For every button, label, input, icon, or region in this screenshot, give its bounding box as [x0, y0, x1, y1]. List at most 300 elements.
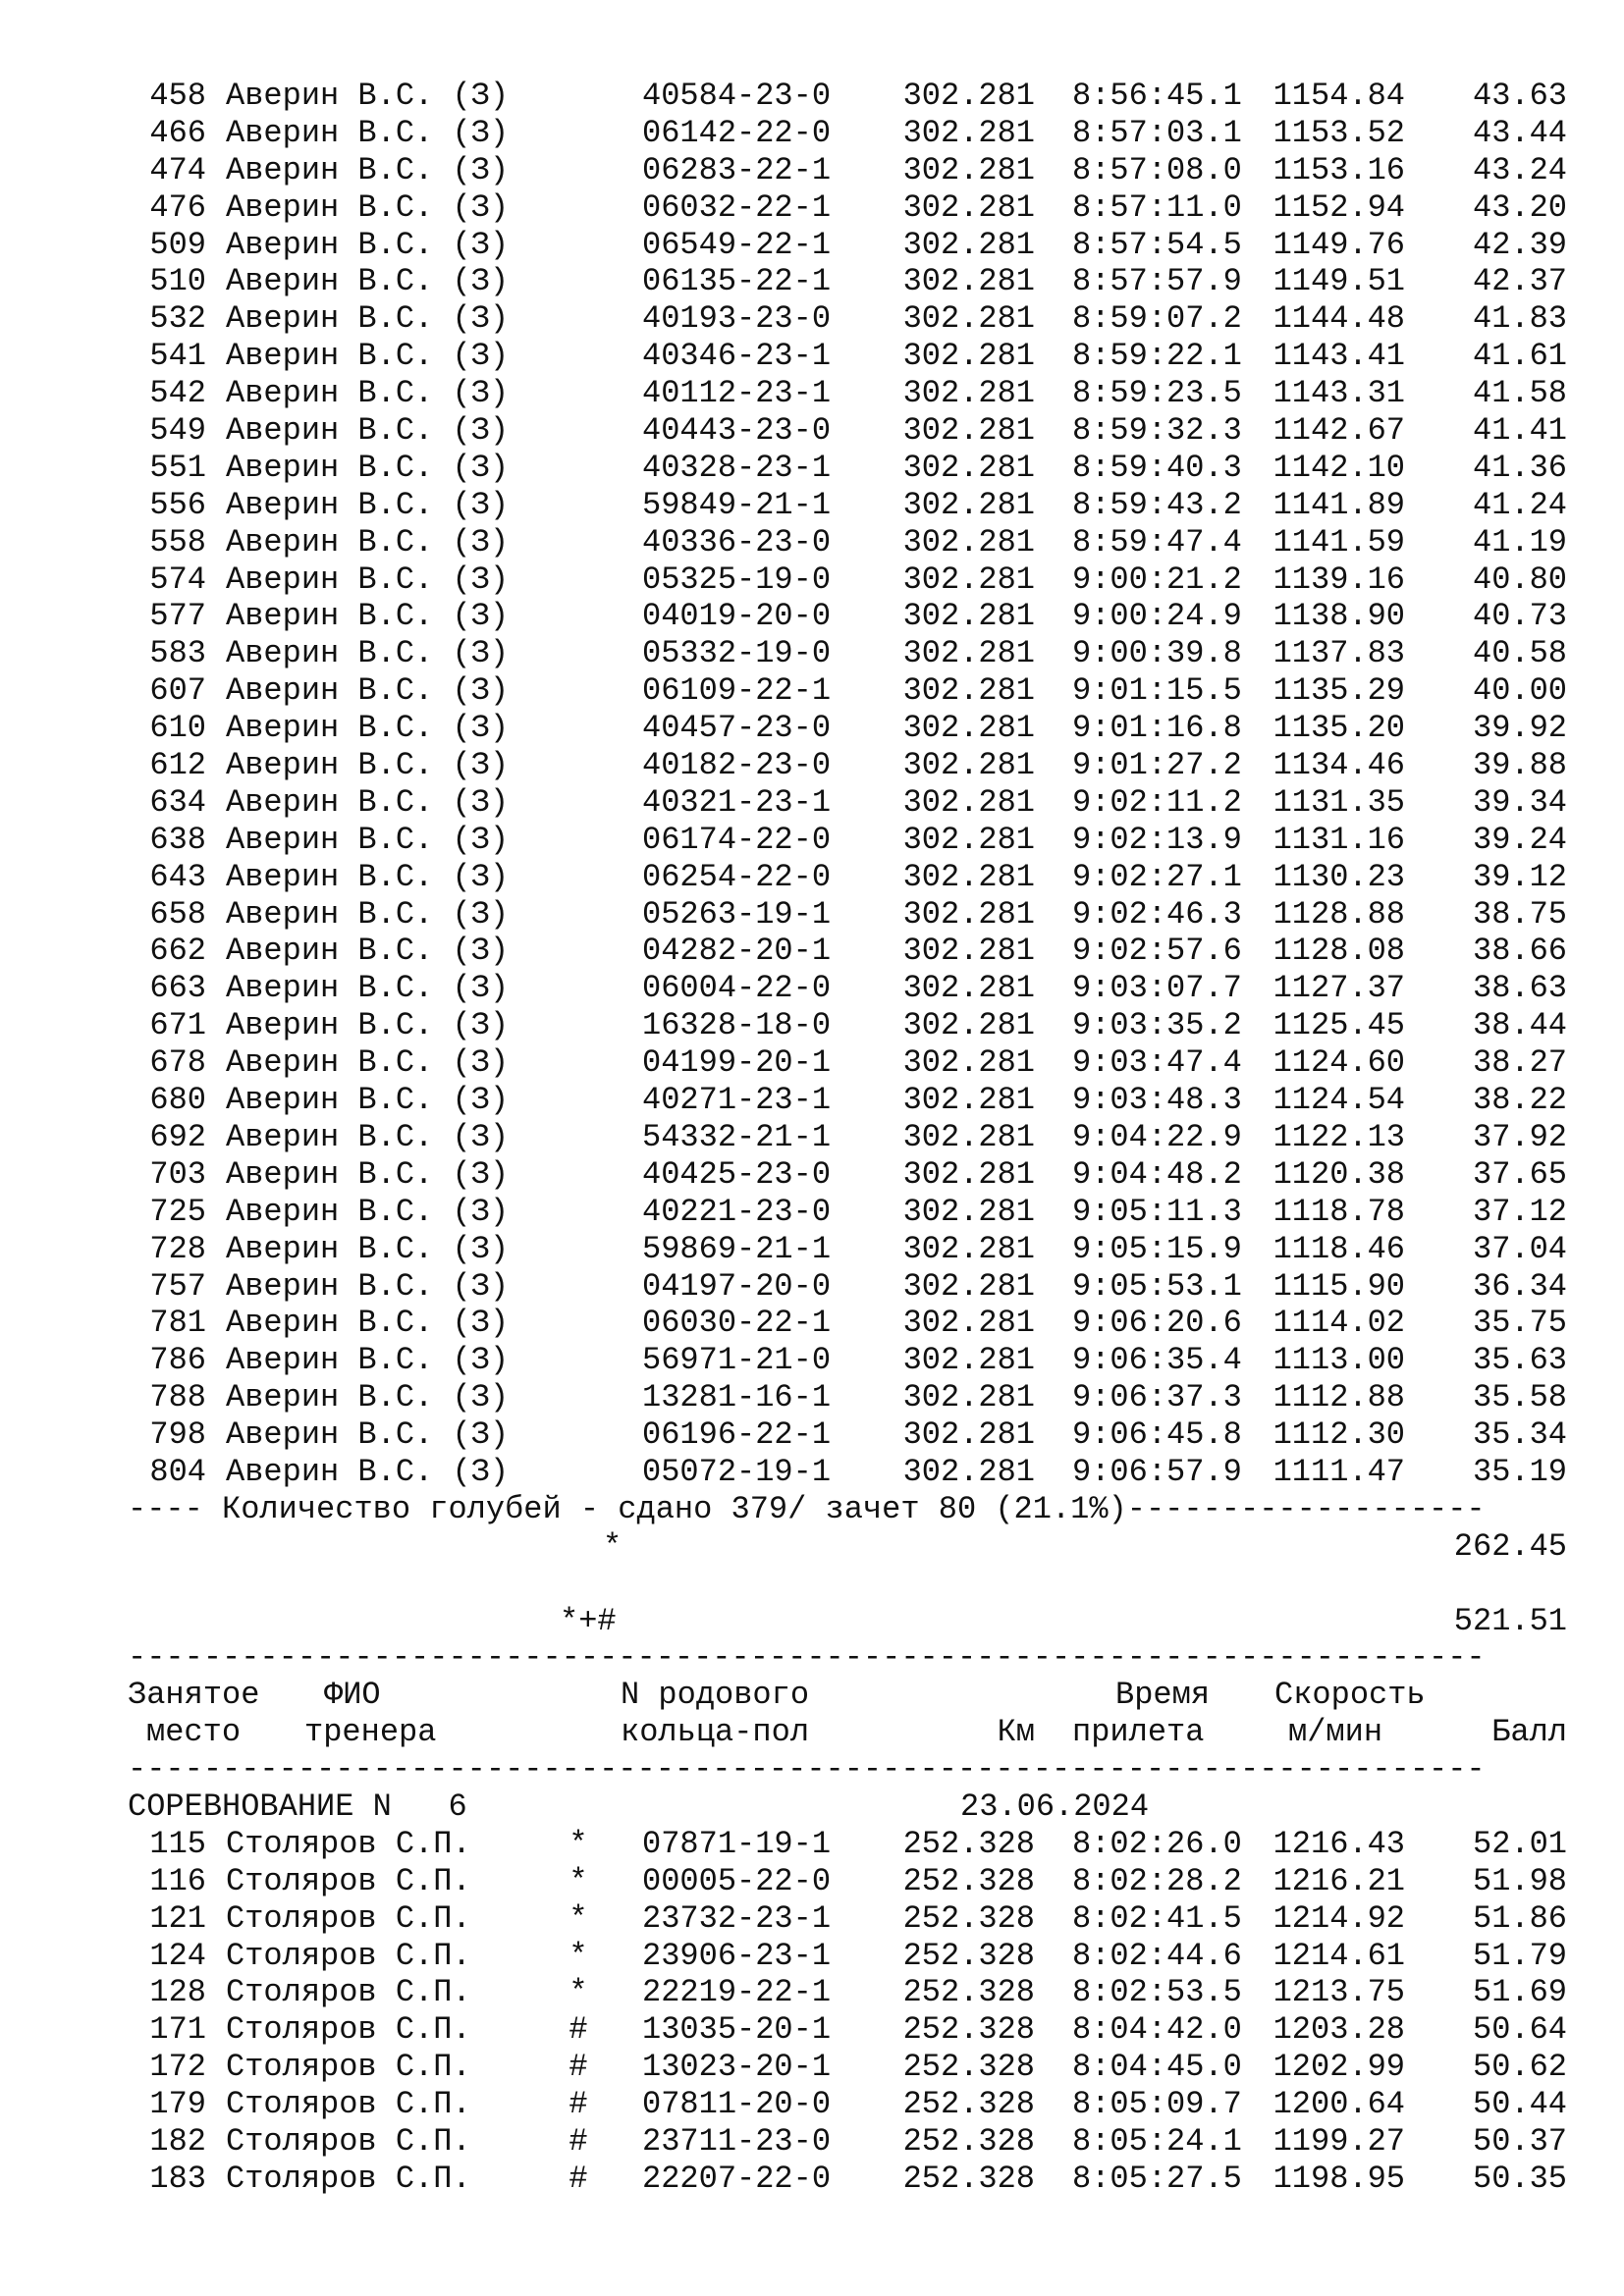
ring-number: 23711-23-0 — [642, 2122, 832, 2160]
arrival-time: 9:06:37.3 — [1072, 1379, 1242, 1416]
result-place: 116 — [149, 1862, 206, 1899]
result-row — [128, 78, 1571, 115]
result-row — [128, 1268, 1571, 1306]
ring-number: 40457-23-0 — [642, 710, 832, 747]
speed-value: 1143.31 — [1272, 375, 1405, 412]
result-place: 781 — [149, 1305, 206, 1342]
speed-value: 1120.38 — [1272, 1155, 1405, 1193]
distance-km: 302.281 — [902, 1305, 1035, 1342]
speed-value: 1112.88 — [1272, 1379, 1405, 1416]
trainer-name: Аверин В.С. (З) — [226, 1193, 510, 1230]
separator-top — [128, 1639, 1571, 1677]
result-place: 757 — [149, 1267, 206, 1305]
arrival-time: 8:57:08.0 — [1072, 151, 1242, 188]
result-mark: # — [568, 2011, 588, 2049]
ring-number: 56971-21-0 — [642, 1342, 832, 1379]
trainer-name: Столяров С.П. — [226, 2049, 471, 2086]
trainer-name: Аверин В.С. (З) — [226, 1416, 510, 1454]
result-row — [128, 1007, 1571, 1044]
arrival-time: 8:59:32.3 — [1072, 412, 1242, 450]
result-row — [128, 1900, 1571, 1938]
result-row — [128, 1044, 1571, 1082]
result-row — [128, 1379, 1571, 1416]
result-place: 510 — [149, 263, 206, 300]
arrival-time: 9:05:15.9 — [1072, 1230, 1242, 1267]
header-time-line2: прилета — [1072, 1714, 1205, 1751]
ring-number: 05325-19-0 — [642, 561, 832, 598]
distance-km: 302.281 — [902, 933, 1035, 970]
speed-value: 1203.28 — [1272, 2011, 1405, 2049]
header-time-line1: Время — [1115, 1677, 1211, 1714]
arrival-time: 9:03:35.2 — [1072, 1007, 1242, 1044]
distance-km: 302.281 — [902, 300, 1035, 338]
result-place: 466 — [149, 114, 206, 151]
result-row — [128, 933, 1571, 970]
result-place: 663 — [149, 970, 206, 1007]
score-value: 43.63 — [1472, 78, 1567, 114]
score-value: 40.73 — [1472, 598, 1567, 635]
distance-km: 252.328 — [902, 1937, 1035, 1974]
speed-value: 1124.60 — [1272, 1044, 1405, 1082]
result-place: 798 — [149, 1416, 206, 1454]
result-place: 128 — [149, 1974, 206, 2011]
score-value: 43.24 — [1472, 151, 1567, 188]
speed-value: 1153.16 — [1272, 151, 1405, 188]
result-row — [128, 152, 1571, 189]
result-row — [128, 1231, 1571, 1268]
arrival-time: 8:05:27.5 — [1072, 2160, 1242, 2197]
arrival-time: 9:05:11.3 — [1072, 1193, 1242, 1230]
result-place: 541 — [149, 338, 206, 375]
speed-value: 1114.02 — [1272, 1305, 1405, 1342]
score-value: 42.39 — [1472, 226, 1567, 263]
speed-value: 1216.43 — [1272, 1825, 1405, 1862]
ring-number: 04197-20-0 — [642, 1267, 832, 1305]
ring-number: 59869-21-1 — [642, 1230, 832, 1267]
speed-value: 1214.92 — [1272, 1899, 1405, 1937]
result-place: 612 — [149, 747, 206, 784]
score-value: 37.04 — [1472, 1230, 1567, 1267]
result-row — [128, 1082, 1571, 1119]
arrival-time: 8:59:23.5 — [1072, 375, 1242, 412]
arrival-time: 9:02:13.9 — [1072, 821, 1242, 858]
result-row — [128, 784, 1571, 822]
speed-value: 1213.75 — [1272, 1974, 1405, 2011]
result-row — [128, 1938, 1571, 1975]
arrival-time: 8:56:45.1 — [1072, 78, 1242, 114]
result-row — [128, 1826, 1571, 1863]
pigeon-count-summary: ---- Количество голубей - сдано 379/ зачет 80 (21.1%)------------------- — [128, 1490, 1486, 1527]
speed-value: 1202.99 — [1272, 2049, 1405, 2086]
score-value: 39.24 — [1472, 821, 1567, 858]
arrival-time: 8:02:28.2 — [1072, 1862, 1242, 1899]
result-place: 610 — [149, 710, 206, 747]
score-value: 35.19 — [1472, 1453, 1567, 1490]
arrival-time: 8:57:11.0 — [1072, 188, 1242, 226]
result-place: 171 — [149, 2011, 206, 2049]
speed-value: 1128.88 — [1272, 895, 1405, 933]
distance-km: 302.281 — [902, 747, 1035, 784]
speed-value: 1111.47 — [1272, 1453, 1405, 1490]
result-place: 542 — [149, 375, 206, 412]
result-place: 182 — [149, 2122, 206, 2160]
trainer-name: Аверин В.С. (З) — [226, 412, 510, 450]
score-value: 50.44 — [1472, 2086, 1567, 2123]
score-value: 40.80 — [1472, 561, 1567, 598]
result-mark: * — [568, 1825, 588, 1862]
distance-km: 302.281 — [902, 1342, 1035, 1379]
trainer-name: Аверин В.С. (З) — [226, 1082, 510, 1119]
trainer-name: Аверин В.С. (З) — [226, 1118, 510, 1155]
result-place: 583 — [149, 635, 206, 672]
result-mark: # — [568, 2086, 588, 2123]
header-km: Км — [997, 1714, 1035, 1751]
speed-value: 1134.46 — [1272, 747, 1405, 784]
speed-value: 1141.59 — [1272, 523, 1405, 561]
distance-km: 252.328 — [902, 1825, 1035, 1862]
result-mark: # — [568, 2122, 588, 2160]
score-value: 41.19 — [1472, 523, 1567, 561]
ring-number: 00005-22-0 — [642, 1862, 832, 1899]
trainer-name: Аверин В.С. (З) — [226, 672, 510, 710]
result-row — [128, 1342, 1571, 1379]
score-value: 50.37 — [1472, 2122, 1567, 2160]
trainer-name: Аверин В.С. (З) — [226, 933, 510, 970]
separator-line: ------------------------------------------------------------------------ — [128, 1751, 1486, 1789]
score-value: 43.44 — [1472, 114, 1567, 151]
trainer-name: Столяров С.П. — [226, 2011, 471, 2049]
distance-km: 302.281 — [902, 821, 1035, 858]
trainer-name: Аверин В.С. (З) — [226, 1007, 510, 1044]
result-place: 634 — [149, 783, 206, 821]
result-row — [128, 2049, 1571, 2086]
summary-row — [128, 1491, 1571, 1528]
result-row — [128, 115, 1571, 152]
distance-km: 302.281 — [902, 858, 1035, 895]
result-place: 458 — [149, 78, 206, 114]
result-mark: # — [568, 2049, 588, 2086]
trainer-name: Аверин В.С. (З) — [226, 1230, 510, 1267]
result-row — [128, 710, 1571, 747]
result-row — [128, 1119, 1571, 1156]
arrival-time: 9:06:20.6 — [1072, 1305, 1242, 1342]
arrival-time: 8:02:44.6 — [1072, 1937, 1242, 1974]
result-place: 662 — [149, 933, 206, 970]
ring-number: 23906-23-1 — [642, 1937, 832, 1974]
distance-km: 302.281 — [902, 635, 1035, 672]
score-value: 50.35 — [1472, 2160, 1567, 2197]
ring-number: 07811-20-0 — [642, 2086, 832, 2123]
score-value: 38.22 — [1472, 1082, 1567, 1119]
distance-km: 302.281 — [902, 188, 1035, 226]
ring-number: 06142-22-0 — [642, 114, 832, 151]
ring-number: 13023-20-1 — [642, 2049, 832, 2086]
score-value: 43.20 — [1472, 188, 1567, 226]
total-star-value: 262.45 — [1453, 1527, 1567, 1565]
speed-value: 1216.21 — [1272, 1862, 1405, 1899]
result-row — [128, 1156, 1571, 1194]
trainer-name: Аверин В.С. (З) — [226, 151, 510, 188]
arrival-time: 8:02:53.5 — [1072, 1974, 1242, 2011]
separator-bottom — [128, 1751, 1571, 1789]
result-row — [128, 896, 1571, 934]
distance-km: 302.281 — [902, 1267, 1035, 1305]
distance-km: 302.281 — [902, 449, 1035, 486]
arrival-time: 8:57:03.1 — [1072, 114, 1242, 151]
ring-number: 40182-23-0 — [642, 747, 832, 784]
results-printout — [128, 78, 1571, 2198]
result-place: 680 — [149, 1082, 206, 1119]
score-value: 41.36 — [1472, 449, 1567, 486]
ring-number: 05332-19-0 — [642, 635, 832, 672]
result-row — [128, 450, 1571, 487]
result-place: 556 — [149, 486, 206, 523]
ring-number: 07871-19-1 — [642, 1825, 832, 1862]
score-value: 39.92 — [1472, 710, 1567, 747]
distance-km: 302.281 — [902, 672, 1035, 710]
score-value: 50.64 — [1472, 2011, 1567, 2049]
distance-km: 252.328 — [902, 2049, 1035, 2086]
result-place: 476 — [149, 188, 206, 226]
ring-number: 06032-22-1 — [642, 188, 832, 226]
speed-value: 1130.23 — [1272, 858, 1405, 895]
distance-km: 302.281 — [902, 263, 1035, 300]
speed-value: 1124.54 — [1272, 1082, 1405, 1119]
score-value: 51.79 — [1472, 1937, 1567, 1974]
arrival-time: 8:59:22.1 — [1072, 338, 1242, 375]
score-value: 41.24 — [1472, 486, 1567, 523]
result-row — [128, 672, 1571, 710]
speed-value: 1142.67 — [1272, 412, 1405, 450]
section1-rows — [128, 78, 1571, 1491]
trainer-name: Столяров С.П. — [226, 1974, 471, 2011]
score-value: 37.65 — [1472, 1155, 1567, 1193]
ring-number: 13281-16-1 — [642, 1379, 832, 1416]
distance-km: 302.281 — [902, 1118, 1035, 1155]
distance-km: 302.281 — [902, 895, 1035, 933]
ring-number: 40425-23-0 — [642, 1155, 832, 1193]
trainer-name: Столяров С.П. — [226, 2086, 471, 2123]
score-value: 41.41 — [1472, 412, 1567, 450]
trainer-name: Аверин В.С. (З) — [226, 561, 510, 598]
trainer-name: Аверин В.С. (З) — [226, 1044, 510, 1082]
score-value: 40.00 — [1472, 672, 1567, 710]
ring-number: 40112-23-1 — [642, 375, 832, 412]
speed-value: 1131.35 — [1272, 783, 1405, 821]
result-place: 124 — [149, 1937, 206, 1974]
speed-value: 1128.08 — [1272, 933, 1405, 970]
distance-km: 302.281 — [902, 1379, 1035, 1416]
result-place: 643 — [149, 858, 206, 895]
result-row — [128, 1454, 1571, 1491]
header-ring-line2: кольца-пол — [621, 1714, 810, 1751]
ring-number: 40336-23-0 — [642, 523, 832, 561]
arrival-time: 9:03:48.3 — [1072, 1082, 1242, 1119]
result-row — [128, 598, 1571, 635]
trainer-name: Аверин В.С. (З) — [226, 338, 510, 375]
distance-km: 302.281 — [902, 412, 1035, 450]
trainer-name: Аверин В.С. (З) — [226, 1342, 510, 1379]
distance-km: 302.281 — [902, 114, 1035, 151]
speed-value: 1199.27 — [1272, 2122, 1405, 2160]
ring-number: 40321-23-1 — [642, 783, 832, 821]
score-value: 39.12 — [1472, 858, 1567, 895]
result-row — [128, 487, 1571, 524]
header-place-line1: Занятое — [128, 1677, 260, 1714]
distance-km: 302.281 — [902, 375, 1035, 412]
score-value: 38.66 — [1472, 933, 1567, 970]
section2-rows — [128, 1826, 1571, 2198]
arrival-time: 8:59:43.2 — [1072, 486, 1242, 523]
result-place: 577 — [149, 598, 206, 635]
result-row — [128, 338, 1571, 375]
speed-value: 1153.52 — [1272, 114, 1405, 151]
score-value: 50.62 — [1472, 2049, 1567, 2086]
distance-km: 252.328 — [902, 2122, 1035, 2160]
ring-number: 22219-22-1 — [642, 1974, 832, 2011]
trainer-name: Аверин В.С. (З) — [226, 970, 510, 1007]
speed-value: 1135.20 — [1272, 710, 1405, 747]
score-value: 35.58 — [1472, 1379, 1567, 1416]
header-speed-line1: Скорость — [1274, 1677, 1426, 1714]
arrival-time: 8:57:57.9 — [1072, 263, 1242, 300]
trainer-name: Аверин В.С. (З) — [226, 375, 510, 412]
result-row — [128, 2086, 1571, 2123]
trainer-name: Аверин В.С. (З) — [226, 895, 510, 933]
result-place: 549 — [149, 412, 206, 450]
score-value: 41.83 — [1472, 300, 1567, 338]
trainer-name: Аверин В.С. (З) — [226, 263, 510, 300]
trainer-name: Аверин В.С. (З) — [226, 710, 510, 747]
result-place: 671 — [149, 1007, 206, 1044]
result-row — [128, 1974, 1571, 2011]
distance-km: 302.281 — [902, 226, 1035, 263]
arrival-time: 9:06:45.8 — [1072, 1416, 1242, 1454]
result-row — [128, 2161, 1571, 2198]
ring-number: 23732-23-1 — [642, 1899, 832, 1937]
distance-km: 302.281 — [902, 783, 1035, 821]
arrival-time: 9:02:57.6 — [1072, 933, 1242, 970]
competition-label: СОРЕВНОВАНИЕ N 6 — [128, 1788, 467, 1825]
result-row — [128, 189, 1571, 227]
ring-number: 06254-22-0 — [642, 858, 832, 895]
result-row — [128, 561, 1571, 599]
trainer-name: Столяров С.П. — [226, 1899, 471, 1937]
speed-value: 1131.16 — [1272, 821, 1405, 858]
score-value: 51.69 — [1472, 1974, 1567, 2011]
distance-km: 302.281 — [902, 486, 1035, 523]
arrival-time: 8:59:07.2 — [1072, 300, 1242, 338]
score-value: 38.44 — [1472, 1007, 1567, 1044]
ring-number: 04019-20-0 — [642, 598, 832, 635]
arrival-time: 8:04:42.0 — [1072, 2011, 1242, 2049]
arrival-time: 9:01:16.8 — [1072, 710, 1242, 747]
ring-number: 06004-22-0 — [642, 970, 832, 1007]
total-star-row — [128, 1528, 1571, 1566]
speed-value: 1143.41 — [1272, 338, 1405, 375]
ring-number: 04199-20-1 — [642, 1044, 832, 1082]
distance-km: 302.281 — [902, 598, 1035, 635]
ring-number: 22207-22-0 — [642, 2160, 832, 2197]
distance-km: 252.328 — [902, 1862, 1035, 1899]
arrival-time: 8:02:41.5 — [1072, 1899, 1242, 1937]
ring-number: 06196-22-1 — [642, 1416, 832, 1454]
trainer-name: Столяров С.П. — [226, 1937, 471, 1974]
result-row — [128, 635, 1571, 672]
arrival-time: 9:01:15.5 — [1072, 672, 1242, 710]
speed-value: 1142.10 — [1272, 449, 1405, 486]
score-value: 36.34 — [1472, 1267, 1567, 1305]
trainer-name: Столяров С.П. — [226, 1862, 471, 1899]
result-row — [128, 859, 1571, 896]
distance-km: 302.281 — [902, 970, 1035, 1007]
score-value: 52.01 — [1472, 1825, 1567, 1862]
speed-value: 1118.46 — [1272, 1230, 1405, 1267]
arrival-time: 9:00:24.9 — [1072, 598, 1242, 635]
distance-km: 302.281 — [902, 1155, 1035, 1193]
result-place: 179 — [149, 2086, 206, 2123]
result-place: 678 — [149, 1044, 206, 1082]
score-value: 35.34 — [1472, 1416, 1567, 1454]
result-row — [128, 1305, 1571, 1342]
arrival-time: 8:59:40.3 — [1072, 449, 1242, 486]
result-mark: * — [568, 1862, 588, 1899]
arrival-time: 9:03:47.4 — [1072, 1044, 1242, 1082]
result-place: 786 — [149, 1342, 206, 1379]
trainer-name: Аверин В.С. (З) — [226, 523, 510, 561]
distance-km: 302.281 — [902, 561, 1035, 598]
speed-value: 1154.84 — [1272, 78, 1405, 114]
trainer-name: Аверин В.С. (З) — [226, 1305, 510, 1342]
result-place: 509 — [149, 226, 206, 263]
result-place: 121 — [149, 1899, 206, 1937]
arrival-time: 9:04:48.2 — [1072, 1155, 1242, 1193]
result-place: 172 — [149, 2049, 206, 2086]
arrival-time: 9:03:07.7 — [1072, 970, 1242, 1007]
distance-km: 302.281 — [902, 78, 1035, 114]
speed-value: 1118.78 — [1272, 1193, 1405, 1230]
result-row — [128, 300, 1571, 338]
score-value: 40.58 — [1472, 635, 1567, 672]
header-ring-line1: N родового — [621, 1677, 810, 1714]
header-name-line2: тренера — [304, 1714, 437, 1751]
speed-value: 1149.51 — [1272, 263, 1405, 300]
speed-value: 1122.13 — [1272, 1118, 1405, 1155]
result-place: 692 — [149, 1118, 206, 1155]
speed-value: 1141.89 — [1272, 486, 1405, 523]
speed-value: 1115.90 — [1272, 1267, 1405, 1305]
column-header-line-2 — [128, 1714, 1571, 1751]
ring-number: 06549-22-1 — [642, 226, 832, 263]
arrival-time: 9:02:46.3 — [1072, 895, 1242, 933]
trainer-name: Аверин В.С. (З) — [226, 1155, 510, 1193]
trainer-name: Аверин В.С. (З) — [226, 486, 510, 523]
arrival-time: 8:02:26.0 — [1072, 1825, 1242, 1862]
result-place: 658 — [149, 895, 206, 933]
ring-number: 05072-19-1 — [642, 1453, 832, 1490]
distance-km: 302.281 — [902, 1230, 1035, 1267]
ring-number: 16328-18-0 — [642, 1007, 832, 1044]
result-row — [128, 970, 1571, 1007]
ring-number: 13035-20-1 — [642, 2011, 832, 2049]
arrival-time: 9:00:21.2 — [1072, 561, 1242, 598]
total-star-label: * — [603, 1527, 623, 1565]
distance-km: 302.281 — [902, 1416, 1035, 1454]
speed-value: 1139.16 — [1272, 561, 1405, 598]
competition-row — [128, 1789, 1571, 1826]
column-header-line-1 — [128, 1677, 1571, 1714]
trainer-name: Столяров С.П. — [226, 2160, 471, 2197]
